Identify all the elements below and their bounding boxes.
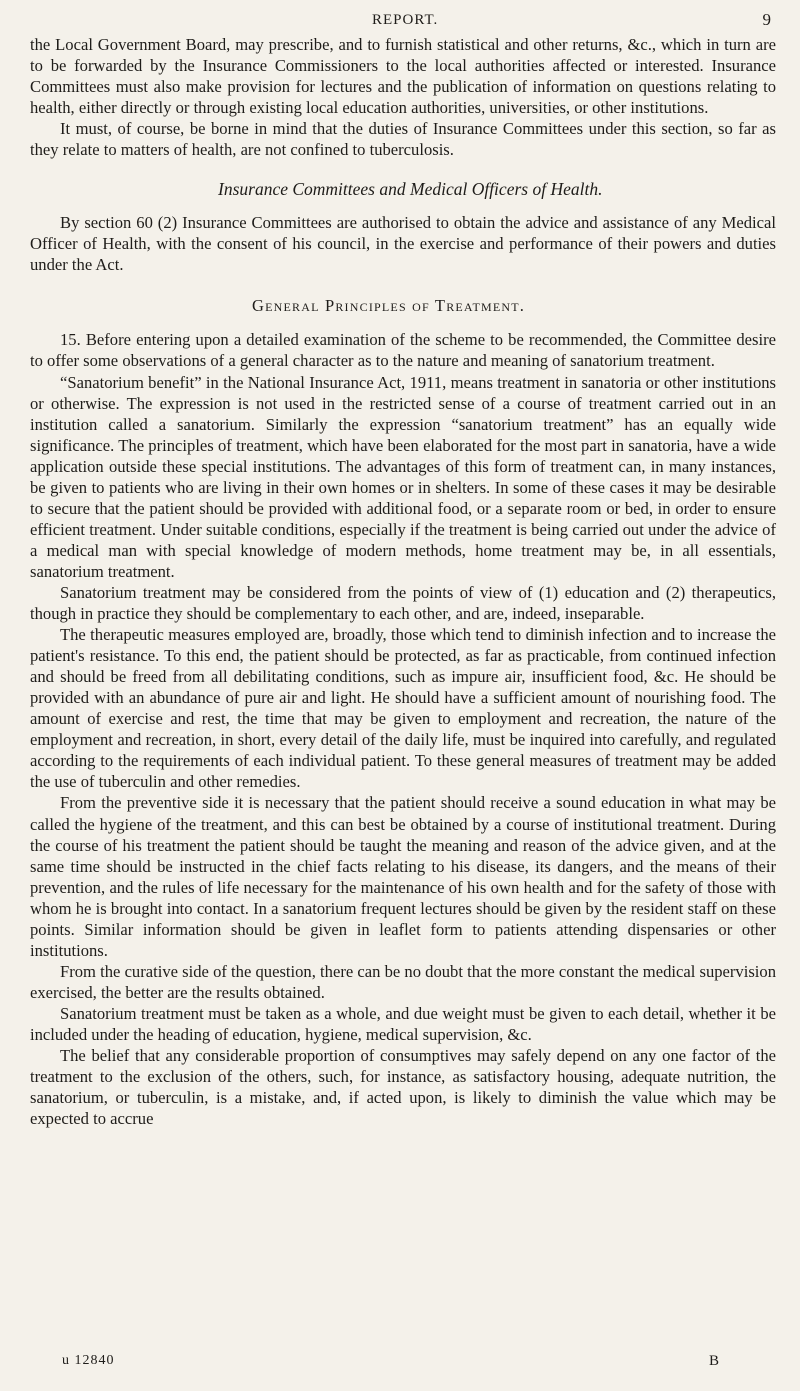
body-text: [30, 34, 776, 1129]
paragraph-curative-side: From the curative side of the question, there can be no doubt that the more constant the medical supervision exercised, the better are the results obtained.: [30, 961, 776, 1002]
paragraph-preventive-side: From the preventive side it is necessary that the patient should receive a sound education in what may be called the hygiene of the treatment, and this can best be obtained by a course of institutional treatment. During the course of his treatment the patient should be taught the meaning and reason of the advice given, and at the same time should be instructed in the chief facts relating to his disease, its dangers, and the means of their prevention, and the rules of life necessary for the maintenance of his own health and for the safety of those with whom he is brought into contact. In a sanatorium frequent lectures should be given by the resident staff on these points. Similar information should be given in leaflet form to patients attending dispensaries or other institutions.: [30, 793, 776, 960]
page-number: 9: [762, 10, 772, 29]
paragraph-sanatorium-benefit: “Sanatorium benefit” in the National Insurance Act, 1911, means treatment in sanatoria or other institutions or otherwise. The expression is not used in the restricted sense of a course of treatment carried out in an institution called a sanatorium. Similarly the expression “sanatorium treatment” has an equally wide significance. The principles of treatment, which have been elaborated for the most part in sanatoria, have a wide application outside these special institutions. The advantages of this form of treatment can, in many instances, be given to patients who are living in their own homes or in shelters. In some of these cases it may be desirable to secure that the patient should be provided with additional food, or a separate room or bed, in order to ensure efficient treatment. Under suitable conditions, especially if the treatment is being carried out under the advice of a medical man with special knowledge of modern methods, home treatment may be, in all essentials, sanatorium treatment.: [30, 372, 776, 581]
paragraph-duties-note: It must, of course, be borne in mind that the duties of Insurance Committees under this section, so far as they relate to matters of health, are not confined to tuberculosis.: [30, 119, 776, 160]
paragraph-continuation: the Local Government Board, may prescribe, and to furnish statistical and other returns, &c., which in turn are to be forwarded by the Insurance Commissioners to the local authorities affected or interested. Insurance Committees must also make provision for lectures and the publication of information on questions relating to health, either directly or through existing local education authorities, universities, or other institutions.: [30, 35, 776, 118]
section-heading-general-principles: General Principles of Treatment.: [252, 296, 526, 316]
running-title: REPORT.: [372, 12, 439, 28]
paragraph-section-60: By section 60 (2) Insurance Committees are authorised to obtain the advice and assistance of any Medical Officer of Health, with the consent of his council, in the exercise and performance of their powers and duties under the Act.: [30, 213, 776, 275]
paragraph-belief: The belief that any considerable proportion of consumptives may safely depend on any one factor of the treatment to the exclusion of the others, such, for instance, as satisfactory housing, adequate nutrition, the sanatorium, or tuberculin, is a mistake, and, if acted upon, is likely to diminish the value which may be expected to accrue: [30, 1046, 776, 1129]
signature-letter: B: [708, 1353, 720, 1369]
paragraph-therapeutic-measures: The therapeutic measures employed are, broadly, those which tend to diminish infection and to increase the patient's resistance. To this end, the patient should be protected, as far as practicable, from continued infection and should be freed from all debilitating conditions, such as impure air, insufficient food, &c. He should be provided with an abundance of pure air and light. He should have a sufficient amount of nourishing food. The amount of exercise and rest, the time that may be given to employment and recreation, the nature of the employment and recreation, in short, every detail of the daily life, must be inquired into carefully, and regulated according to the requirements of each individual patient. To these general measures of treatment may be added the use of tuberculin and other remedies.: [30, 625, 776, 792]
paragraph-15: 15. Before entering upon a detailed examination of the scheme to be recommended, the Committee desire to offer some observations of a general character as to the nature and meaning of sanatorium treatment.: [30, 330, 776, 371]
running-head: [30, 6, 776, 34]
paragraph-treatment-whole: Sanatorium treatment must be taken as a whole, and due weight must be given to each detail, whether it be included under the heading of education, hygiene, medical supervision, &c.: [30, 1003, 776, 1044]
paragraph-education-therapeutics: Sanatorium treatment may be considered from the points of view of (1) education and (2) therapeutics, though in practice they should be complementary to each other, and are, indeed, inseparable.: [30, 582, 776, 624]
section-heading-medical-officers: Insurance Committees and Medical Officers of Health.: [218, 179, 603, 200]
printer-mark: u 12840: [62, 1353, 115, 1368]
